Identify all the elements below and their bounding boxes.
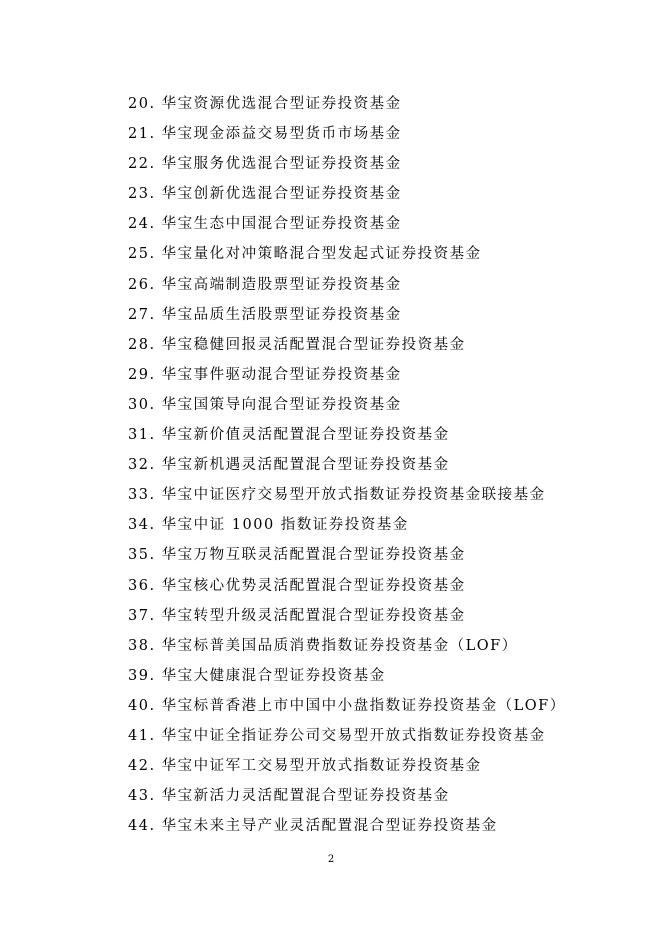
list-item: 39. 华宝大健康混合型证券投资基金 bbox=[128, 667, 386, 684]
list-item: 21. 华宝现金添益交易型货币市场基金 bbox=[128, 126, 402, 143]
list-item: 25. 华宝量化对冲策略混合型发起式证券投资基金 bbox=[128, 246, 482, 263]
list-item: 34. 华宝中证 1000 指数证券投资基金 bbox=[128, 517, 409, 534]
list-item: 26. 华宝高端制造股票型证券投资基金 bbox=[128, 276, 402, 293]
list-item: 22. 华宝服务优选混合型证券投资基金 bbox=[128, 156, 402, 173]
list-item: 33. 华宝中证医疗交易型开放式指数证券投资基金联接基金 bbox=[128, 487, 546, 504]
list-item: 27. 华宝品质生活股票型证券投资基金 bbox=[128, 306, 402, 323]
page-number: 2 bbox=[327, 854, 335, 865]
list-item: 29. 华宝事件驱动混合型证券投资基金 bbox=[128, 366, 402, 383]
list-item: 42. 华宝中证军工交易型开放式指数证券投资基金 bbox=[128, 758, 482, 775]
list-item: 35. 华宝万物互联灵活配置混合型证券投资基金 bbox=[128, 547, 466, 564]
list-item: 30. 华宝国策导向混合型证券投资基金 bbox=[128, 396, 402, 413]
fund-list bbox=[128, 92, 638, 844]
list-item: 31. 华宝新价值灵活配置混合型证券投资基金 bbox=[128, 427, 450, 444]
list-item: 37. 华宝转型升级灵活配置混合型证券投资基金 bbox=[128, 607, 466, 624]
list-item: 40. 华宝标普香港上市中国中小盘指数证券投资基金（LOF） bbox=[128, 697, 566, 714]
list-item: 32. 华宝新机遇灵活配置混合型证券投资基金 bbox=[128, 457, 450, 474]
list-item: 43. 华宝新活力灵活配置混合型证券投资基金 bbox=[128, 788, 450, 805]
list-item: 38. 华宝标普美国品质消费指数证券投资基金（LOF） bbox=[128, 637, 518, 654]
list-item: 20. 华宝资源优选混合型证券投资基金 bbox=[128, 96, 402, 112]
list-item: 24. 华宝生态中国混合型证券投资基金 bbox=[128, 216, 402, 233]
list-item: 44. 华宝未来主导产业灵活配置混合型证券投资基金 bbox=[128, 818, 498, 835]
list-item: 36. 华宝核心优势灵活配置混合型证券投资基金 bbox=[128, 577, 466, 594]
list-item: 23. 华宝创新优选混合型证券投资基金 bbox=[128, 186, 402, 203]
list-item: 41. 华宝中证全指证券公司交易型开放式指数证券投资基金 bbox=[128, 727, 546, 744]
list-item: 28. 华宝稳健回报灵活配置混合型证券投资基金 bbox=[128, 336, 466, 353]
